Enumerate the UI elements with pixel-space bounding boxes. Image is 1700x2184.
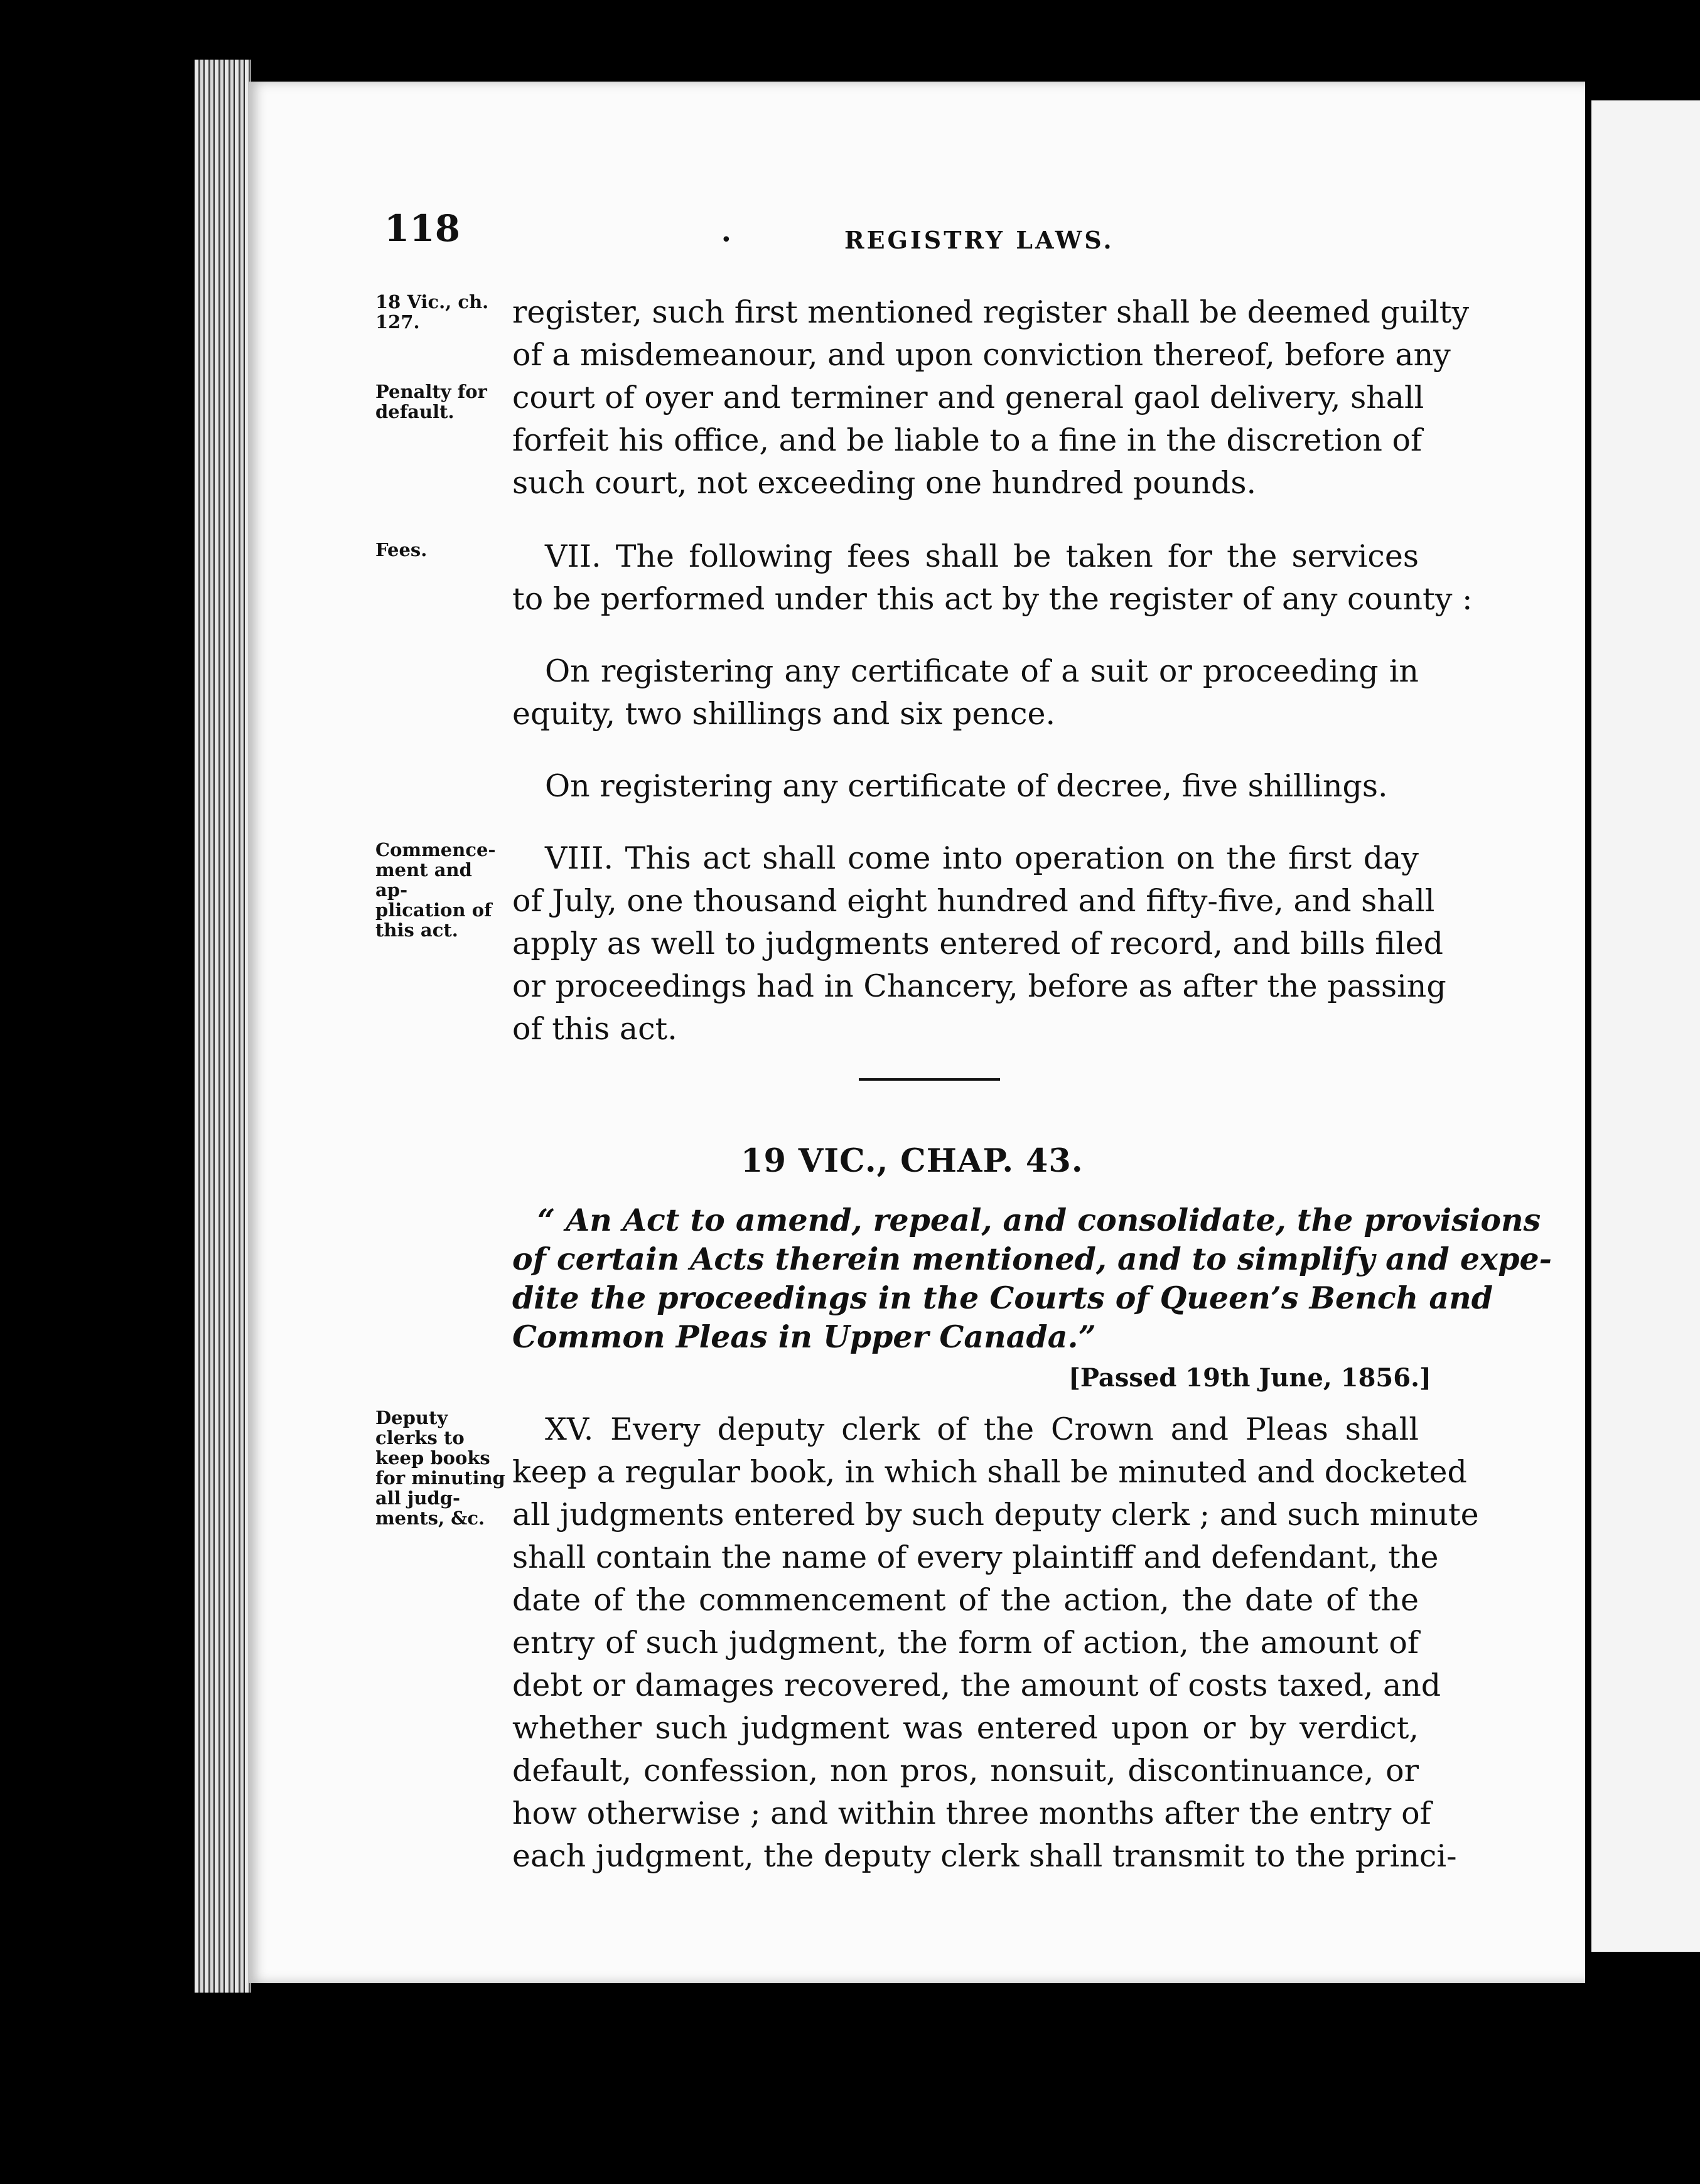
section-xv-line: keep a regular book, in which shall be minuted and docketed: [512, 1454, 1467, 1490]
margin-note-penalty: Penalty for default.: [375, 381, 487, 422]
margin-note-citation: 18 Vic., ch. 127.: [375, 291, 489, 333]
section-xv-line: whether such judgment was entered upon or by verdict,: [512, 1710, 1419, 1746]
margin-note-fees: Fees.: [375, 539, 428, 560]
section-xv-line: date of the commencement of the action, the date of the: [512, 1582, 1419, 1618]
section-xv-line: each judgment, the deputy clerk shall transmit to the princi-: [512, 1838, 1457, 1874]
margin-note-commencement: Commence- ment and ap- plication of this act.: [375, 839, 496, 941]
section-divider: [859, 1078, 1000, 1081]
facing-page-edge: [1591, 100, 1700, 1952]
running-title: REGISTRY LAWS.: [844, 226, 1114, 254]
section-viii-line: of this act.: [512, 1011, 677, 1047]
act-title-line: Common Pleas in Upper Canada.”: [512, 1319, 1096, 1355]
fee-item-line: On registering any certificate of a suit or proceeding in: [545, 653, 1419, 689]
section-xv-line: shall contain the name of every plaintiff and defendant, the: [512, 1539, 1439, 1575]
printer-mark: •: [721, 229, 732, 251]
section-vii-line: to be performed under this act by the register of any county :: [512, 581, 1473, 617]
act-title-line: “ An Act to amend, repeal, and consolidate, the provisions: [537, 1202, 1541, 1238]
book-page-edges: [195, 60, 251, 1993]
section-xv-line: default, confession, non pros, nonsuit, discontinuance, or: [512, 1753, 1419, 1789]
section-viii-line: of July, one thousand eight hundred and fifty-five, and shall: [512, 883, 1435, 919]
section-xv-line: how otherwise ; and within three months after the entry of: [512, 1796, 1431, 1831]
act-title-line: dite the proceedings in the Courts of Queen’s Bench and: [512, 1280, 1493, 1316]
text-line: forfeit his office, and be liable to a fine in the discretion of: [512, 422, 1423, 458]
section-viii-line: VIII. This act shall come into operation on the first day: [545, 840, 1419, 876]
text-line: of a misdemeanour, and upon conviction thereof, before any: [512, 337, 1451, 373]
text-line: register, such first mentioned register shall be deemed guilty: [512, 294, 1470, 330]
section-xv-line: entry of such judgment, the form of action, the amount of: [512, 1625, 1419, 1661]
section-xv-line: debt or damages recovered, the amount of costs taxed, and: [512, 1667, 1441, 1703]
fee-item-line: equity, two shillings and six pence.: [512, 696, 1056, 732]
section-viii-line: apply as well to judgments entered of record, and bills filed: [512, 926, 1444, 961]
fee-item-line: On registering any certificate of decree, five shillings.: [545, 768, 1388, 804]
text-line: such court, not exceeding one hundred pounds.: [512, 465, 1257, 501]
text-line: court of oyer and terminer and general gaol delivery, shall: [512, 380, 1424, 415]
section-vii-line: VII. The following fees shall be taken for the services: [545, 538, 1419, 574]
act-title-line: of certain Acts therein mentioned, and to simplify and expe-: [512, 1241, 1552, 1277]
margin-note-deputy-clerks: Deputy clerks to keep books for minuting all judg- ments, &c.: [375, 1407, 505, 1529]
section-xv-line: XV. Every deputy clerk of the Crown and Pleas shall: [545, 1411, 1419, 1447]
chapter-title: 19 VIC., CHAP. 43.: [741, 1142, 1084, 1180]
section-viii-line: or proceedings had in Chancery, before as after the passing: [512, 968, 1446, 1004]
passed-date: [Passed 19th June, 1856.]: [1068, 1363, 1431, 1393]
page-number: 118: [384, 207, 461, 250]
section-xv-line: all judgments entered by such deputy clerk ; and such minute: [512, 1497, 1479, 1533]
